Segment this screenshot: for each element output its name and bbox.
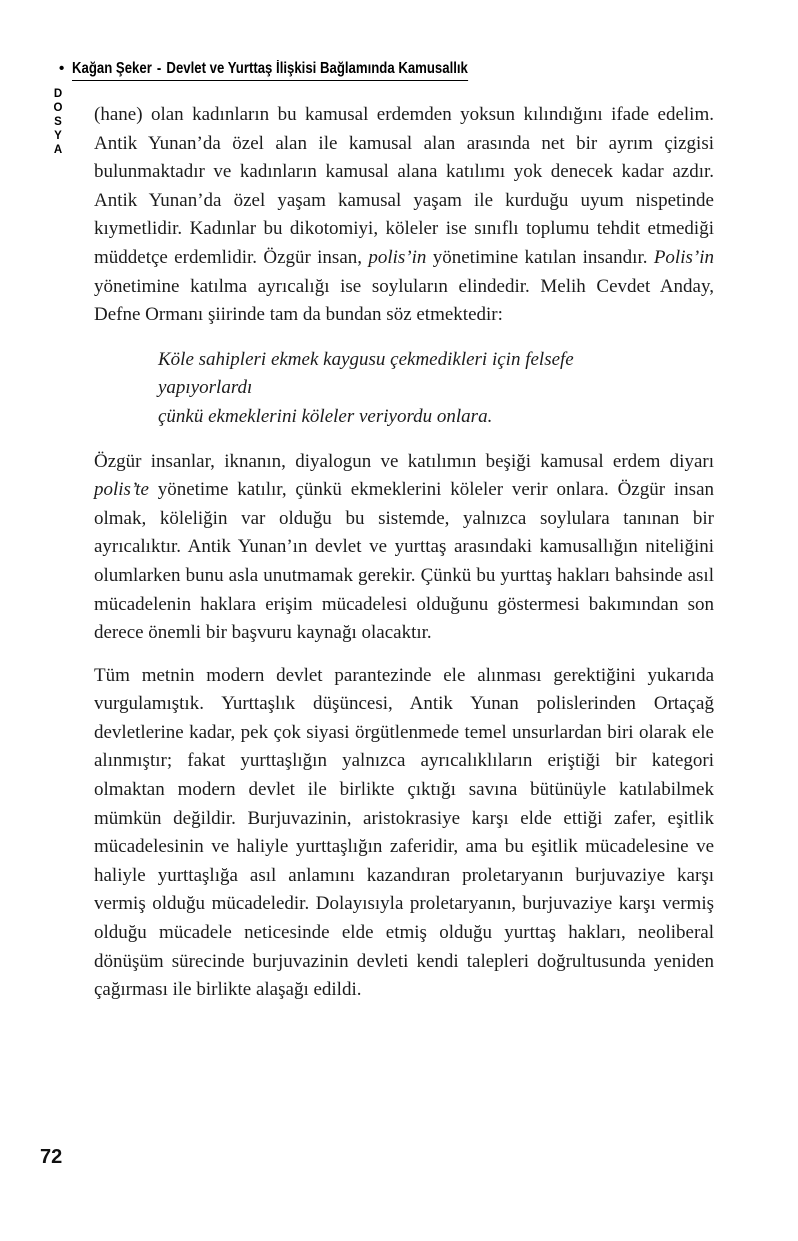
page-number: 72 <box>40 1146 63 1168</box>
poem-quote <box>158 346 714 432</box>
bullet-icon: • <box>59 60 65 77</box>
header-text <box>72 60 468 81</box>
body-text <box>94 101 714 1005</box>
header-title: Devlet ve Yurttaş İlişkisi Bağlamında Kamusallık <box>166 60 469 77</box>
poem-line: çünkü ekmeklerini köleler veriyordu onlara. <box>158 405 493 427</box>
paragraph: (hane) olan kadınların bu kamusal erdemden yoksun kılındığını ifade edelim. Antik Yunan’da özel alan ile kamusal alan arasında net bir ayrım çizgisi bulunmaktadır ve kadınların kamusal alana katılımı yok denecek kadar azdır. Antik Yunan’da özel yaşam kamusal yaşam ile kurduğu uyum nispetinde kıymetlidir. Kadınlar bu dikotomiyi, köleler ise sınıflı toplumu tehdit etmediği müddetçe erdemlidir. Özgür insan, polis’in yönetimine katılan insandır. Polis’in yönetimine katılma ayrıcalığı ise soyluların elindedir. Melih Cevdet Anday, Defne Ormanı şiirinde tam da bundan söz etmektedir: <box>94 104 714 326</box>
header-separator: - <box>157 60 162 77</box>
paragraph: Tüm metnin modern devlet parantezinde ele alınması gerektiğini yukarıda vurgulamıştık. Yurttaşlık düşüncesi, Antik Yunan polislerinden Ortaçağ devletlerine kadar, pek çok siyasi örgütlenmede temel unsurlardan biri olarak ele alınmıştır; fakat yurttaşlığın yalnızca ayrıcalıklıların eriştiği bir kategori olmaktan modern devlet ile birlikte çıktığı savına bütünüyle katılabilmek mümkün değildir. Burjuvazinin, aristokrasiye karşı elde ettiği zafer, eşitlik mücadelesinin ve haliyle yurttaşlığın zaferidir, ama bu eşitlik mücadelesine ve haliyle yurttaşlığa asıl anlamını kazandıran proletaryanın burjuvaziye karşı vermiş olduğu mücadeledir. Dolayısıyla proletaryanın, burjuvaziye karşı vermiş olduğu mücadele neticesinde elde etmiş olduğu yurttaş hakları, neoliberal dönüşüm sürecinde burjuvazinin devleti kendi talepleri doğrultusunda yeniden çağırması ile birlikte alaşağı edildi. <box>94 664 714 1001</box>
poem-line: yapıyorlardı <box>158 377 253 399</box>
poem-line: Köle sahipleri ekmek kaygusu çekmedikleri için felsefe <box>158 348 574 370</box>
dossier-side-label: DOSYA <box>52 88 64 158</box>
running-header <box>59 60 538 81</box>
header-author: Kağan Şeker <box>72 60 153 77</box>
paragraph: Özgür insanlar, iknanın, diyalogun ve katılımın beşiği kamusal erdem diyarı polis’te yönetime katılır, çünkü ekmeklerini köleler verir onlara. Özgür insan olmak, köleliğin var olduğu bu sistemde, yalnızca soylulara tanınan bir ayrıcalıktır. Antik Yunan’ın devlet ve yurttaş arasındaki kamusallığın niteliğini olumlarken bunu asla unutmamak gerekir. Çünkü bu yurttaş hakları bahsinde asıl mücadelenin haklara erişim mücadelesi olduğunu göstermesi bakımından son derece önemli bir başvuru kaynağı olacaktır. <box>94 450 714 644</box>
